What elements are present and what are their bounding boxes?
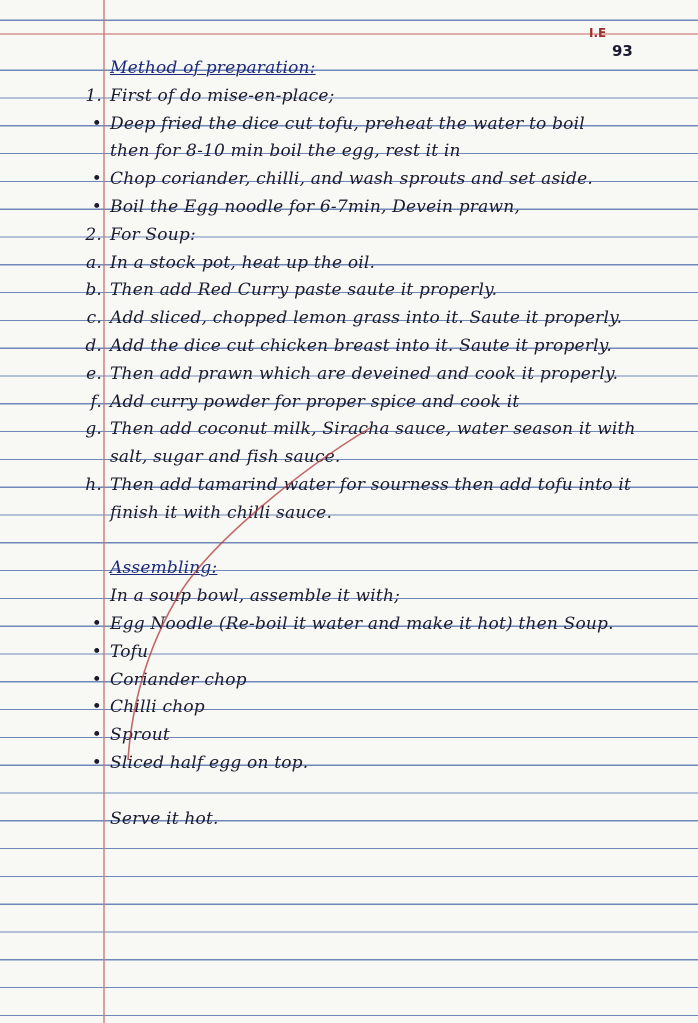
- line-marker: •: [91, 169, 102, 190]
- line-marker: •: [91, 753, 102, 773]
- line-text: then for 8-10 min boil the egg, rest it in: [110, 141, 461, 162]
- line-text: Tofu: [110, 641, 149, 662]
- line-text: Add the dice cut chicken breast into it. Saute it properly.: [110, 336, 612, 356]
- line-marker: 1.: [85, 85, 102, 106]
- page-number: 93: [612, 42, 633, 60]
- line-text: Sliced half egg on top.: [110, 753, 309, 773]
- section-heading: Assembling:: [110, 558, 218, 579]
- line-text: Chilli chop: [110, 697, 205, 718]
- line-marker: f.: [90, 391, 102, 412]
- line-text: In a soup bowl, assemble it with;: [110, 586, 401, 607]
- line-text: For Soup:: [110, 224, 196, 245]
- line-text: Deep fried the dice cut tofu, preheat the water to boil: [110, 113, 585, 134]
- line-text: Boil the Egg noodle for 6-7min, Devein prawn,: [110, 197, 520, 217]
- line-text: Add sliced, chopped lemon grass into it. Saute it properly.: [110, 308, 623, 329]
- line-text: Add curry powder for proper spice and cook it: [110, 391, 520, 412]
- line-text: salt, sugar and fish sauce.: [110, 447, 341, 468]
- line-marker: g.: [85, 419, 102, 440]
- line-text: Chop coriander, chilli, and wash sprouts and set aside.: [110, 169, 593, 190]
- line-text: finish it with chilli sauce.: [110, 502, 333, 523]
- line-marker: a.: [86, 252, 102, 273]
- line-marker: e.: [86, 363, 102, 384]
- line-text: Then add coconut milk, Siracha sauce, water season it with: [110, 419, 636, 440]
- line-marker: •: [91, 669, 102, 690]
- line-text: First of do mise-en-place;: [110, 85, 335, 106]
- line-text: Then add Red Curry paste saute it properly.: [110, 280, 498, 301]
- line-marker: d.: [85, 336, 102, 356]
- line-marker: b.: [85, 280, 102, 301]
- line-marker: h.: [85, 475, 102, 495]
- line-text: In a stock pot, heat up the oil.: [110, 252, 376, 273]
- line-marker: c.: [86, 308, 102, 329]
- line-marker: •: [91, 725, 102, 746]
- line-marker: •: [91, 113, 102, 134]
- line-marker: •: [91, 697, 102, 718]
- line-marker: •: [91, 641, 102, 662]
- line-marker: •: [91, 197, 102, 217]
- page-mark: I.E: [589, 26, 607, 40]
- line-text: Sprout: [110, 725, 170, 746]
- line-marker: •: [91, 614, 102, 634]
- line-text: Coriander chop: [110, 669, 247, 690]
- line-marker: 2.: [85, 224, 102, 245]
- line-text: Then add tamarind water for sourness then add tofu into it: [110, 475, 632, 495]
- line-text: Egg Noodle (Re-boil it water and make it hot) then Soup.: [110, 614, 614, 634]
- section-heading: Method of preparation:: [110, 58, 316, 78]
- line-text: Serve it hot.: [110, 808, 219, 829]
- line-text: Then add prawn which are deveined and cook it properly.: [110, 363, 619, 384]
